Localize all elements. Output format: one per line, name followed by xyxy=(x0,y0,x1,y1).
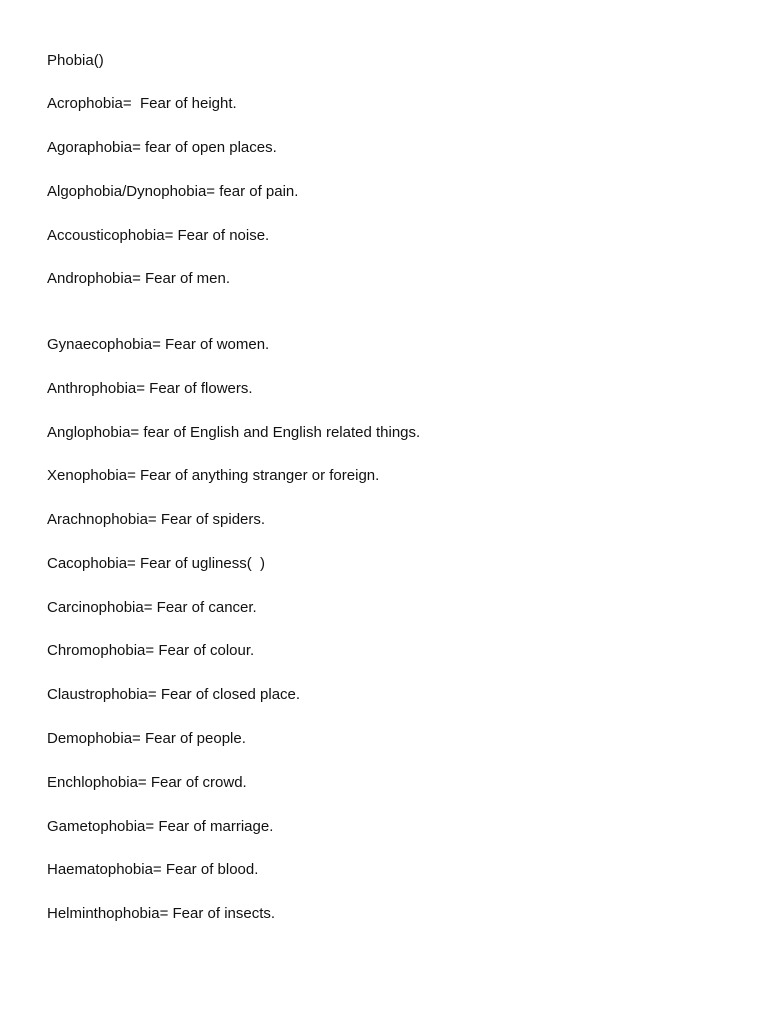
document-title: Phobia() xyxy=(47,52,104,69)
text-line: Anglophobia= fear of English and English related things. xyxy=(47,424,421,441)
text-line: Gynaecophobia= Fear of women. xyxy=(47,336,270,353)
text-line: Chromophobia= Fear of colour. xyxy=(47,642,255,659)
text-line: Claustrophobia= Fear of closed place. xyxy=(47,686,301,703)
text-line: Arachnophobia= Fear of spiders. xyxy=(47,511,266,528)
text-line: Accousticophobia= Fear of noise. xyxy=(47,227,270,244)
text-line: Haematophobia= Fear of blood. xyxy=(47,861,259,878)
text-line: Gametophobia= Fear of marriage. xyxy=(47,818,274,835)
text-line: Xenophobia= Fear of anything stranger or foreign. xyxy=(47,467,380,484)
text-line: Helminthophobia= Fear of insects. xyxy=(47,905,276,922)
text-line: Algophobia/Dynophobia= fear of pain. xyxy=(47,183,299,200)
text-line: Anthrophobia= Fear of flowers. xyxy=(47,380,253,397)
text-line: Carcinophobia= Fear of cancer. xyxy=(47,599,257,616)
text-line: Cacophobia= Fear of ugliness( ) xyxy=(47,555,266,572)
text-line: Agoraphobia= fear of open places. xyxy=(47,139,277,156)
text-line: Demophobia= Fear of people. xyxy=(47,730,246,747)
text-line: Enchlophobia= Fear of crowd. xyxy=(47,774,247,791)
text-line: Acrophobia= Fear of height. xyxy=(47,95,237,112)
text-line: Androphobia= Fear of men. xyxy=(47,270,231,287)
